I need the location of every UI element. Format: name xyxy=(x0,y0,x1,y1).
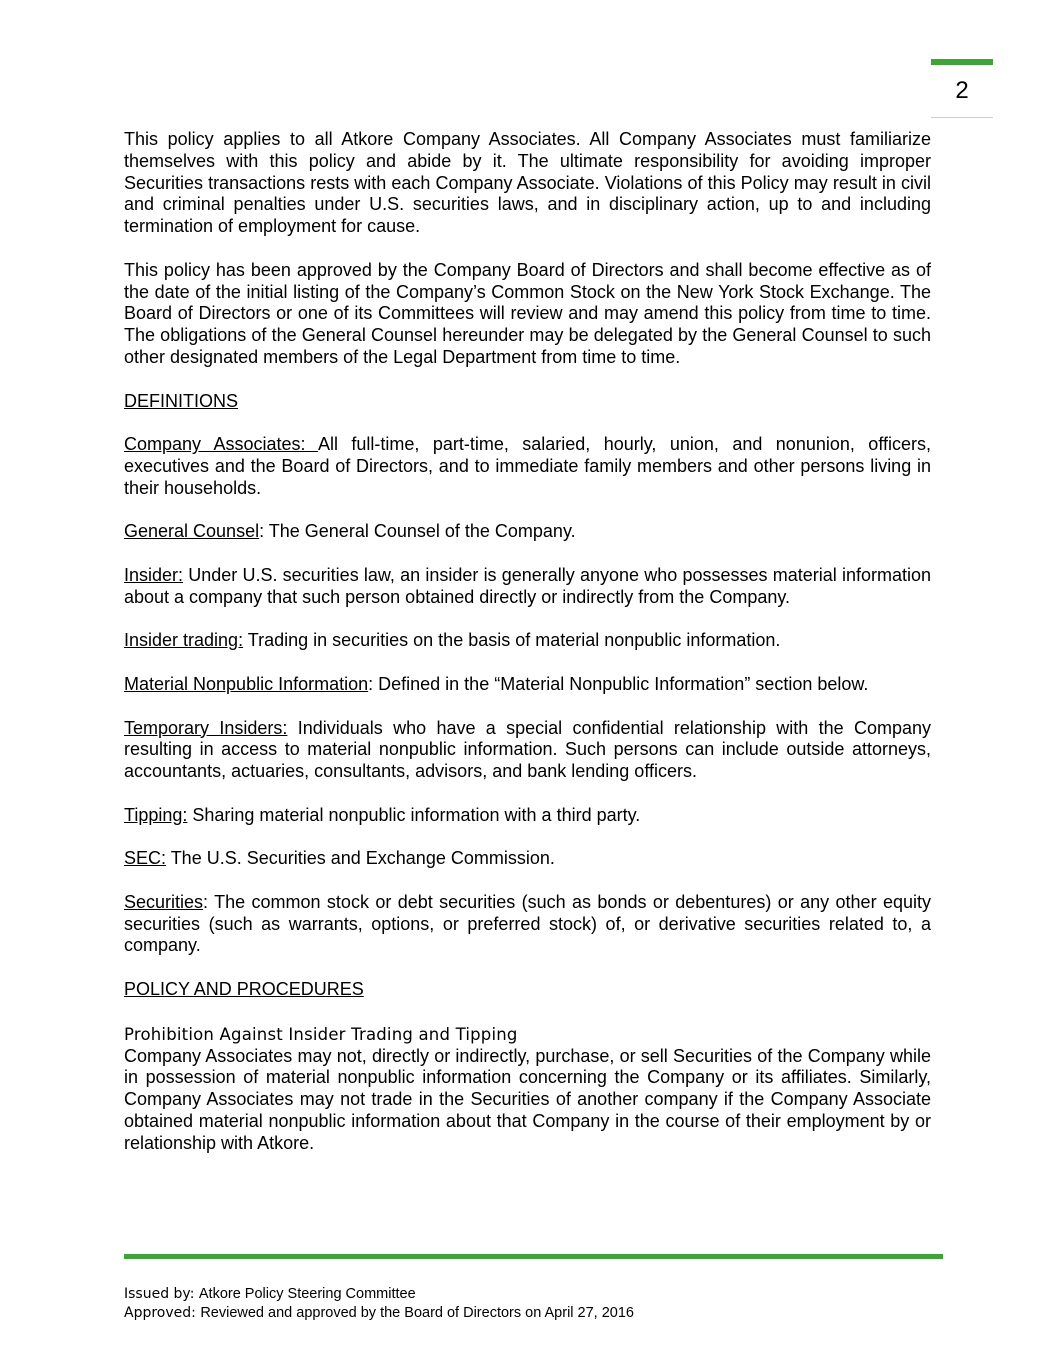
policy-heading-text: POLICY AND PROCEDURES xyxy=(124,979,364,1000)
page-number-accent-bar xyxy=(931,59,993,65)
definition-term: Tipping: xyxy=(124,804,188,825)
definition-text: Sharing material nonpublic information with a third party. xyxy=(187,804,641,825)
definition-term: Company Associates: xyxy=(124,434,318,455)
definition-securities xyxy=(124,892,931,957)
definition-text: Individuals who have a special confidential relationship with the Company resulting in access to material nonpublic information. Such persons can include outside attorneys, accountants, actuaries, consultants, advisors, and bank lending officers. xyxy=(124,717,932,782)
definition-material-nonpublic-information xyxy=(124,674,931,696)
definition-insider-trading xyxy=(124,630,931,652)
definitions-heading xyxy=(124,391,931,413)
intro-paragraph-2: This policy has been approved by the Company Board of Directors and shall become effective as of the date of the initial listing of the Company’s Common Stock on the New York Stock Exchange. The Board of Directors or one of its Committees will review and may amend this policy from time to time. The obligations of the General Counsel hereunder may be delegated by the General Counsel to such other designated members of the Legal Department from time to time. xyxy=(124,259,931,367)
policy-paragraph: Company Associates may not, directly or indirectly, purchase, or sell Securities of the Company while in possession of material nonpublic information concerning the Company or its affiliates. Similarly, Company Associates may not trade in the Securities of another company if the Company Associate obtained material nonpublic information about that Company in the course of their employment by or relationship with Atkore. xyxy=(124,1045,931,1153)
definition-tipping xyxy=(124,805,931,827)
definition-term: Insider trading: xyxy=(124,630,244,651)
footer-approved-line xyxy=(124,1304,634,1323)
definition-term: Insider: xyxy=(124,564,184,585)
definition-text: : The General Counsel of the Company. xyxy=(259,521,576,542)
definition-text: Under U.S. securities law, an insider is generally anyone who possesses material information about a company that such person obtained directly or indirectly from the Company. xyxy=(124,564,931,607)
footer-issued-label: Issued by: xyxy=(124,1286,199,1302)
definition-company-associates xyxy=(124,434,931,499)
page-number-rule xyxy=(931,117,993,118)
definition-term: Material Nonpublic Information xyxy=(124,673,369,694)
definition-text: All full-time, part-time, salaried, hourly, union, and nonunion, officers, executives and the Board of Directors, and to immediate family members and other persons living in their households. xyxy=(124,434,931,498)
intro-paragraph-1: This policy applies to all Atkore Company Associates. All Company Associates must familiarize themselves with this policy and abide by it. The ultimate responsibility for avoiding improper Securities transactions rests with each Company Associate. Violations of this Policy may result in civil and criminal penalties under U.S. securities laws, and in disciplinary action, up to and including termination of employment for cause. xyxy=(124,129,931,237)
definitions-heading-text: DEFINITIONS xyxy=(124,390,239,411)
definition-general-counsel xyxy=(124,521,931,543)
definition-text: : The common stock or debt securities (such as bonds or debentures) or any other equity securities (such as warrants, options, or preferred stock) of, or derivative securities related to, a company. xyxy=(124,891,931,956)
footer-approved-label: Approved: xyxy=(124,1305,201,1321)
policy-heading xyxy=(124,979,931,1001)
policy-subheading: Prohibition Against Insider Trading and Tipping xyxy=(124,1024,518,1044)
document-body xyxy=(124,129,931,1176)
footer-issued-line xyxy=(124,1285,634,1304)
page-number: 2 xyxy=(955,77,969,104)
footer-accent-bar xyxy=(124,1254,943,1259)
definition-temporary-insiders xyxy=(124,718,931,783)
definition-text: The U.S. Securities and Exchange Commission. xyxy=(166,848,555,869)
definition-text: : Defined in the “Material Nonpublic Information” section below. xyxy=(368,673,869,694)
definition-term: Securities xyxy=(124,891,204,912)
definition-sec xyxy=(124,848,931,870)
footer-approved-value: Reviewed and approved by the Board of Directors on April 27, 2016 xyxy=(200,1305,634,1321)
definition-term: Temporary Insiders: xyxy=(124,717,288,738)
definition-insider xyxy=(124,565,931,609)
definition-term: General Counsel xyxy=(124,521,260,542)
definition-term: SEC: xyxy=(124,848,167,869)
footer xyxy=(124,1285,634,1323)
footer-issued-value: Atkore Policy Steering Committee xyxy=(198,1286,416,1302)
definition-text: Trading in securities on the basis of material nonpublic information. xyxy=(243,630,781,651)
